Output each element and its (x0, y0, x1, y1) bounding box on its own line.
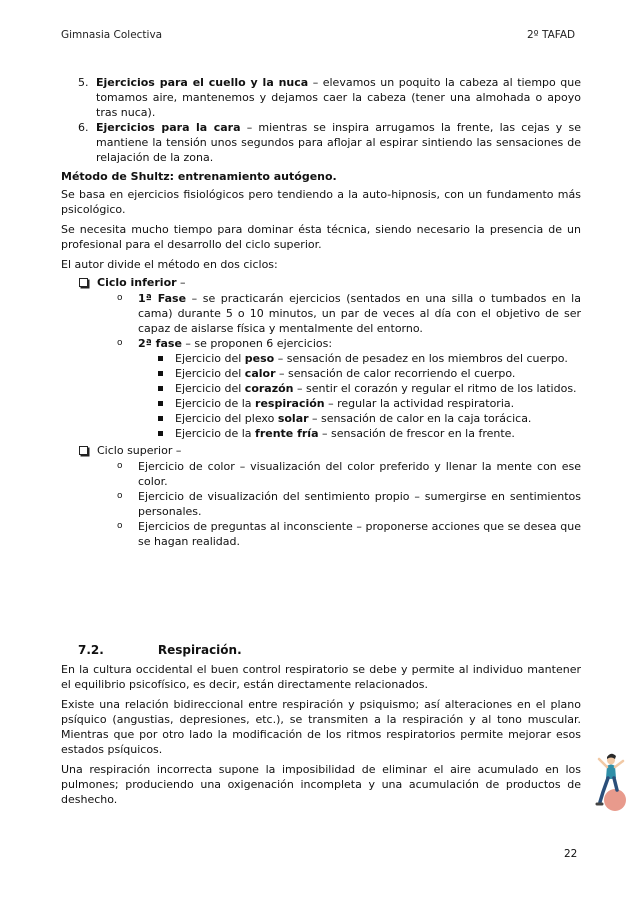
exercise-pre: Ejercicio de la (175, 397, 256, 410)
sub-item (61, 291, 581, 336)
cycle-title: Ciclo inferior (97, 276, 177, 289)
paragraph: Se necesita mucho tiempo para dominar ésta técnica, siendo necesario la presencia de un profesional para el desarrollo del ciclo superior. (61, 223, 581, 251)
circle-bullet-icon: o (117, 491, 123, 501)
exercise-item (61, 366, 581, 381)
circle-bullet-icon: o (117, 521, 123, 531)
item-title: Ejercicios para el cuello y la nuca (96, 76, 309, 89)
item-text: – mientras se inspira arrugamos la frente, las cejas y se mantiene la tensión unos segundos para aflojar al espirar sintiendo las sensaciones de relajación de la zona. (96, 121, 581, 164)
item-title: Ejercicios para la cara (96, 121, 241, 134)
header-left: Gimnasia Colectiva (61, 29, 163, 41)
paragraph: Una respiración incorrecta supone la imposibilidad de eliminar el aire acumulado en los pulmones; produciendo una oxigenación incompleta y una acumulación de productos de deshecho. (61, 763, 581, 806)
exercise-post: – sensación de calor en la caja torácica. (308, 412, 532, 425)
section-title: Respiración. (157, 643, 242, 657)
square-bullet-icon (158, 431, 163, 436)
exercise-pre: Ejercicio del (175, 382, 245, 395)
list-item (61, 75, 581, 120)
woman-exercise-ball-icon (589, 748, 629, 814)
checkbox-bullet-icon (79, 278, 88, 287)
cycle-dash: – (176, 276, 186, 289)
square-bullet-icon (158, 416, 163, 421)
section-heading (61, 642, 581, 658)
list-item (61, 120, 581, 165)
sub-item (61, 336, 581, 351)
sub-item (61, 459, 581, 489)
square-bullet-icon (158, 386, 163, 391)
sub-item-text: Ejercicio de color – visualización del color preferido y llenar la mente con ese color. (138, 460, 581, 488)
paragraph: Existe una relación bidireccional entre respiración y psiquismo; así alteraciones en el plano psíquico (angustias, depresiones, etc.), se transmiten a la respiración y al tono muscular. Mientras que por otro lado la modificación de los ritmos respiratorios permite mejorar esos estados psíquicos. (61, 698, 581, 756)
phase-text: – se practicarán ejercicios (sentados en una silla o tumbados en la cama) durante 5 o 10 minutos, un par de veces al día con el objetivo de ser capaz de aislarse física y mentalmente del entorno. (138, 292, 581, 335)
exercise-key: frente fría (255, 427, 319, 440)
exercise-item (61, 411, 581, 426)
item-text: – elevamos un poquito la cabeza al tiempo que tomamos aire, mantenemos y dejamos caer la cabeza (tener una almohada o apoyo tras nuca). (96, 76, 581, 119)
exercise-key: calor (244, 367, 276, 380)
exercise-post: – regular la actividad respiratoria. (324, 397, 515, 410)
checkbox-bullet-icon (79, 446, 88, 455)
square-bullet-icon (158, 371, 163, 376)
exercise-post: – sensación de frescor en la frente. (318, 427, 515, 440)
circle-bullet-icon: o (117, 293, 123, 303)
sub-item-text: Ejercicio de visualización del sentimiento propio – sumergirse en sentimientos personales. (138, 490, 581, 518)
cycle-inferior (61, 275, 581, 290)
exercise-key: corazón (244, 382, 294, 395)
exercise-post: – sensación de calor recorriendo el cuerpo. (275, 367, 516, 380)
sub-item-text: Ejercicios de preguntas al inconsciente – proponerse acciones que se desea que se hagan realidad. (138, 520, 581, 548)
phase-title: 2ª fase (138, 337, 182, 350)
phase-title: 1ª Fase (138, 292, 187, 305)
cycle-superior (61, 443, 581, 458)
header-right: 2º TAFAD (527, 29, 576, 41)
exercise-item (61, 396, 581, 411)
exercise-key: solar (277, 412, 309, 425)
exercise-pre: Ejercicio del (175, 352, 245, 365)
document-body (61, 75, 581, 812)
circle-bullet-icon: o (117, 461, 123, 471)
sub-item (61, 489, 581, 519)
exercise-post: – sentir el corazón y regular el ritmo de los latidos. (293, 382, 577, 395)
square-bullet-icon (158, 401, 163, 406)
section-number: 7.2. (78, 643, 104, 657)
exercise-key: respiración (255, 397, 325, 410)
page-number: 22 (564, 848, 578, 860)
list-number: 6. (78, 121, 89, 134)
paragraph: Se basa en ejercicios fisiológicos pero tendiendo a la auto-hipnosis, con un fundamento más psicológico. (61, 188, 581, 216)
cycle-title: Ciclo superior – (97, 444, 182, 457)
square-bullet-icon (158, 356, 163, 361)
phase-text: – se proponen 6 ejercicios: (181, 337, 333, 350)
exercise-pre: Ejercicio del (175, 367, 245, 380)
exercise-item (61, 426, 581, 441)
list-number: 5. (78, 76, 89, 89)
exercise-item (61, 381, 581, 396)
circle-bullet-icon: o (117, 338, 123, 348)
exercise-key: peso (244, 352, 275, 365)
exercise-post: – sensación de pesadez en los miembros del cuerpo. (274, 352, 568, 365)
exercise-item (61, 351, 581, 366)
shultz-title: Método de Shultz: entrenamiento autógeno. (61, 170, 337, 183)
paragraph: El autor divide el método en dos ciclos: (61, 258, 278, 271)
sub-item (61, 519, 581, 549)
exercise-pre: Ejercicio de la (175, 427, 256, 440)
exercise-pre: Ejercicio del plexo (175, 412, 278, 425)
paragraph: En la cultura occidental el buen control respiratorio se debe y permite al individuo mantener el equilibrio psicofísico, es decir, están directamente relacionados. (61, 663, 581, 691)
